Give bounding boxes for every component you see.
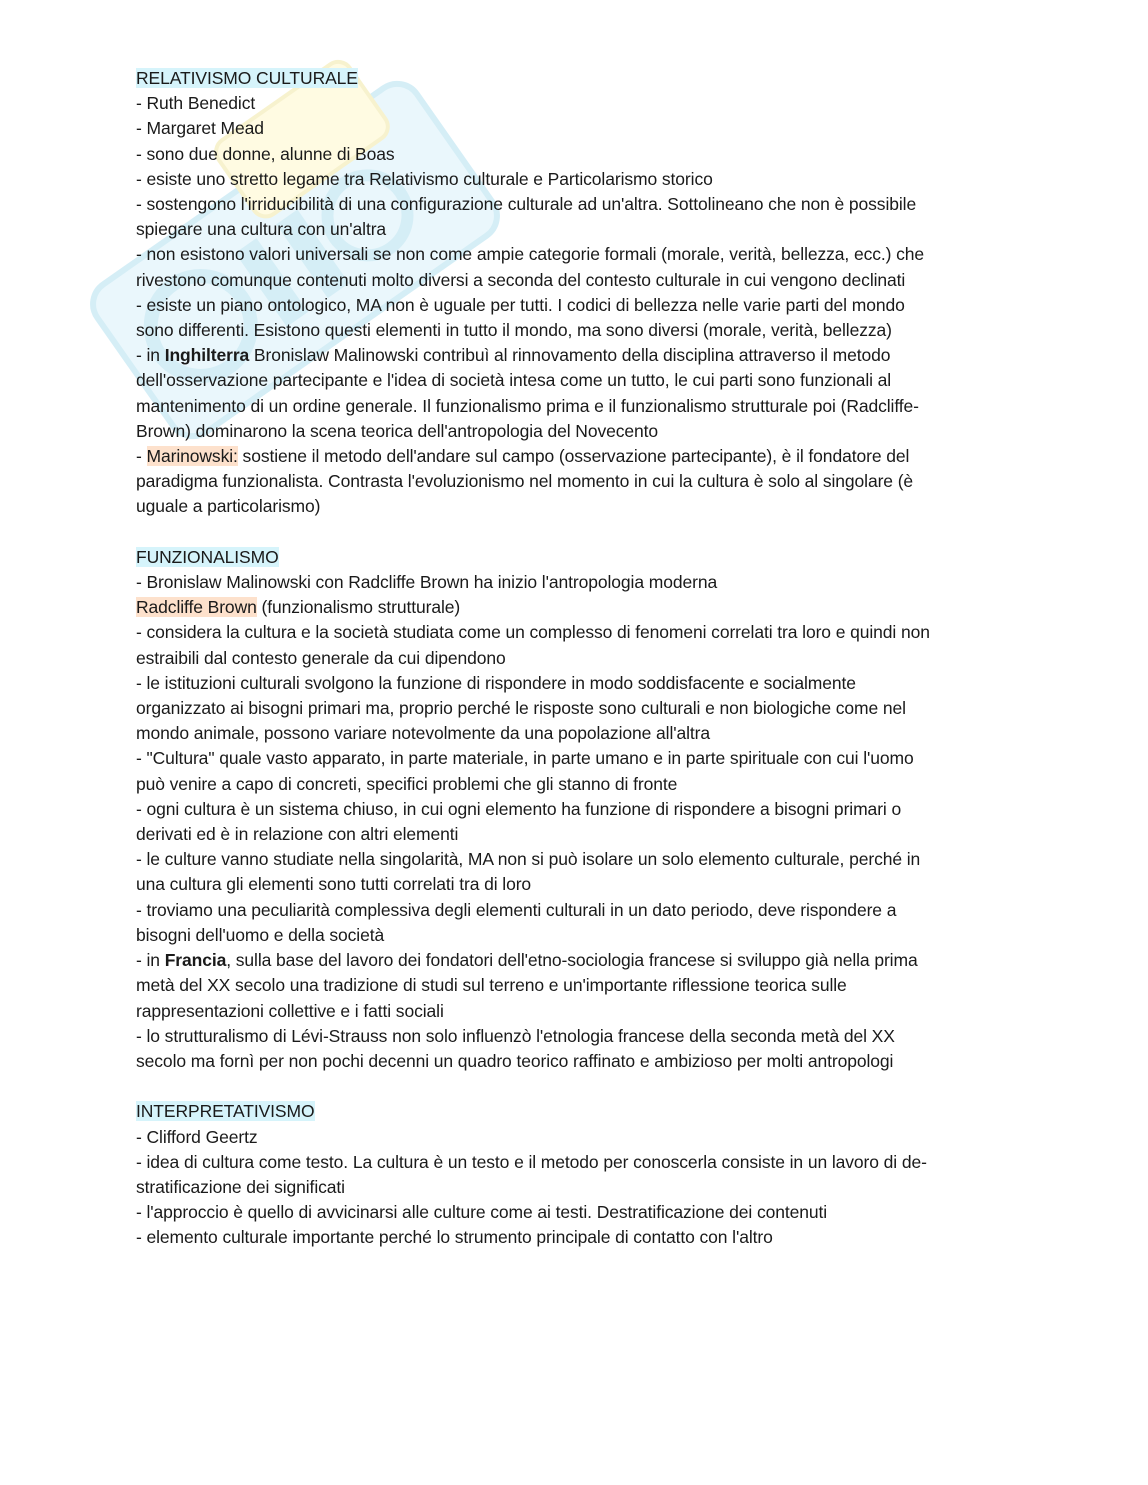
- text-line: può venire a capo di concreti, specifici problemi che gli stanno di fronte: [136, 773, 678, 794]
- text-line: - lo strutturalismo di Lévi-Strauss non solo influenzò l'etnologia francese della seconda metà del XX: [136, 1025, 895, 1046]
- text-line: - non esistono valori universali se non come ampie categorie formali (morale, verità, bellezza, ecc.) che: [136, 244, 925, 265]
- text-line: - esiste uno stretto legame tra Relativismo culturale e Particolarismo storico: [136, 168, 713, 189]
- text-line: - ogni cultura è un sistema chiuso, in cui ogni elemento ha funzione di rispondere a bisogni primari o: [136, 798, 902, 819]
- document-body: [136, 66, 1021, 1251]
- text-line: - sostengono l'irriducibilità di una configurazione culturale ad un'altra. Sottolineano che non è possibile: [136, 194, 917, 215]
- text-line-radcliffe: Radcliffe Brown (funzionalismo strutturale): [136, 597, 461, 618]
- text-line: spiegare una cultura con un'altra: [136, 219, 387, 240]
- section-heading-interpretativismo: INTERPRETATIVISMO: [136, 1101, 315, 1122]
- text-line: metà del XX secolo una tradizione di studi sul terreno e un'importante riflessione teorica sulle: [136, 975, 847, 996]
- text-line: uguale a particolarismo): [136, 496, 321, 517]
- text-line: - l'approccio è quello di avvicinarsi alle culture come ai testi. Destratificazione dei contenuti: [136, 1202, 828, 1223]
- text-line: - sono due donne, alunne di Boas: [136, 143, 395, 164]
- text-line: dell'osservazione partecipante e l'idea di società intesa come un tutto, le cui parti sono funzionali al: [136, 370, 892, 391]
- bold-term-francia: Francia: [164, 950, 227, 971]
- text-line: - Margaret Mead: [136, 118, 264, 139]
- text-line: - troviamo una peculiarità complessiva degli elementi culturali in un dato periodo, deve rispondere a: [136, 899, 897, 920]
- text-line: paradigma funzionalista. Contrasta l'evoluzionismo nel momento in cui la cultura è solo al singolare (è: [136, 471, 914, 492]
- text-line: derivati ed è in relazione con altri elementi: [136, 824, 459, 845]
- text-line: rappresentazioni collettive e i fatti sociali: [136, 1000, 444, 1021]
- text-line: secolo ma fornì per non pochi decenni un quadro teorico raffinato e ambizioso per molti antropologi: [136, 1050, 894, 1071]
- text-line: mantenimento di un ordine generale. Il funzionalismo prima e il funzionalismo strutturale poi (Radcliffe-: [136, 395, 919, 416]
- highlight-marinowski: Marinowski:: [146, 446, 238, 467]
- paragraph-gap: [136, 520, 1021, 545]
- text-line: una cultura gli elementi sono tutti correlati tra di loro: [136, 874, 532, 895]
- text-line: - considera la cultura e la società studiata come un complesso di fenomeni correlati tra loro e quindi non: [136, 622, 930, 643]
- text-line-inghilterra: - in Inghilterra Bronislaw Malinowski contribuì al rinnovamento della disciplina attraverso il metodo: [136, 345, 891, 366]
- text-line: - elemento culturale importante perché lo strumento principale di contatto con l'altro: [136, 1227, 773, 1248]
- text-line: rivestono comunque contenuti molto diversi a seconda del contesto culturale in cui vengono declinati: [136, 269, 906, 290]
- text-line: - le istituzioni culturali svolgono la funzione di rispondere in modo soddisfacente e socialmente: [136, 672, 856, 693]
- text-line: - le culture vanno studiate nella singolarità, MA non si può isolare un solo elemento culturale, perché in: [136, 849, 921, 870]
- text-line: - Ruth Benedict: [136, 93, 256, 114]
- text-line: - "Cultura" quale vasto apparato, in parte materiale, in parte umano e in parte spirituale con cui l'uomo: [136, 748, 914, 769]
- text-line: bisogni dell'uomo e della società: [136, 924, 385, 945]
- bold-term-inghilterra: Inghilterra: [164, 345, 250, 366]
- text-line: organizzato ai bisogni primari ma, proprio perché le risposte sono culturali e non biologiche come nel: [136, 698, 906, 719]
- highlight-radcliffe-brown: Radcliffe Brown: [136, 597, 257, 618]
- text-line-marinowski: - Marinowski: sostiene il metodo dell'andare sul campo (osservazione partecipante), è il fondatore del: [136, 446, 910, 467]
- text-line: estraibili dal contesto generale da cui dipendono: [136, 647, 506, 668]
- text-line-francia: - in Francia, sulla base del lavoro dei fondatori dell'etno-sociologia francese si sviluppo già nella prima: [136, 950, 918, 971]
- text-line: - esiste un piano ontologico, MA non è uguale per tutti. I codici di bellezza nelle varie parti del mondo: [136, 294, 905, 315]
- section-heading-relativismo: RELATIVISMO CULTURALE: [136, 68, 358, 88]
- text-line: - Clifford Geertz: [136, 1126, 258, 1147]
- section-heading-funzionalismo: FUNZIONALISMO: [136, 546, 279, 567]
- text-line: - idea di cultura come testo. La cultura è un testo e il metodo per conoscerla consiste in un lavoro di de-: [136, 1151, 927, 1172]
- text-line: sono differenti. Esistono questi elementi in tutto il mondo, ma sono diversi (morale, verità, bellezza): [136, 320, 892, 341]
- text-line: Brown) dominarono la scena teorica dell'antropologia del Novecento: [136, 420, 659, 441]
- text-line: stratificazione dei significati: [136, 1176, 345, 1197]
- paragraph-gap: [136, 1074, 1021, 1099]
- text-line: mondo animale, possono variare notevolmente da una popolazione all'altra: [136, 723, 711, 744]
- text-line: - Bronislaw Malinowski con Radcliffe Brown ha inizio l'antropologia moderna: [136, 572, 718, 593]
